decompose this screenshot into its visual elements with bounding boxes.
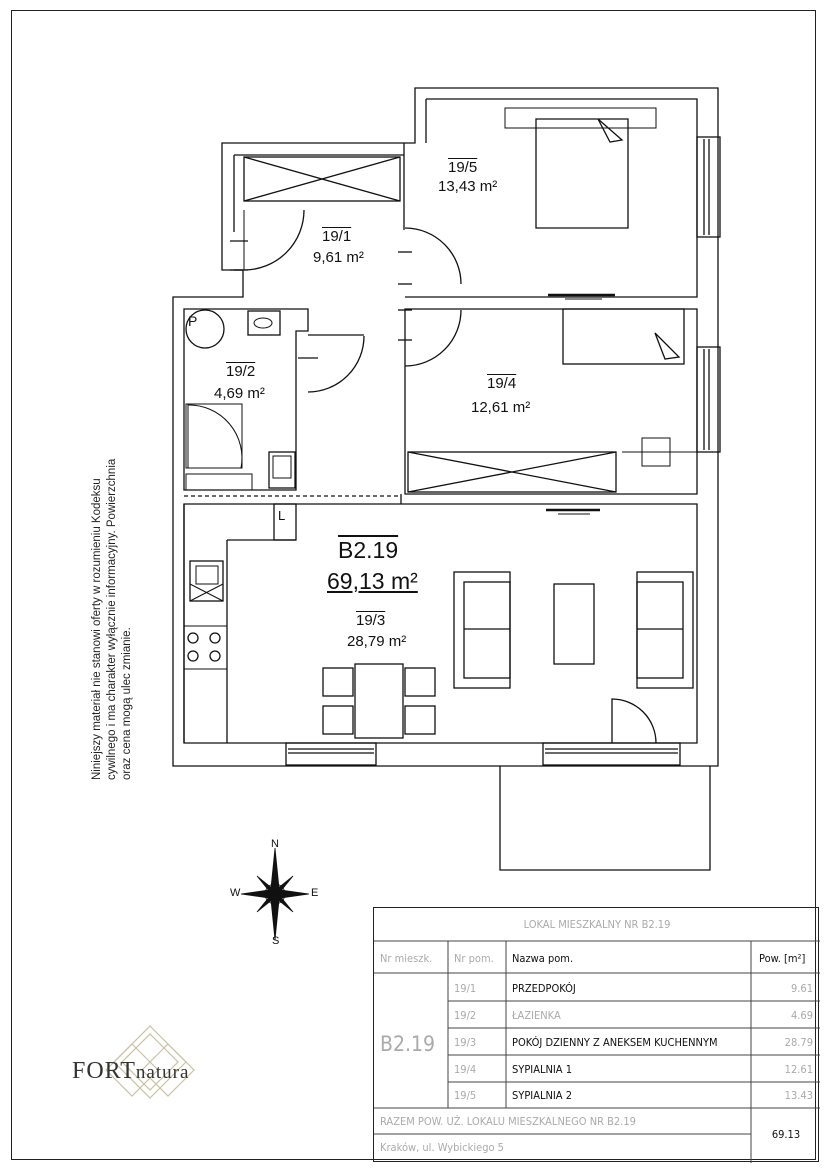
disclaimer-line-3: oraz cena mogą ulec zmianie. — [121, 627, 133, 780]
row-2-name: ŁAZIENKA — [512, 1009, 561, 1022]
logo-text — [72, 1058, 189, 1085]
row-1-name: PRZEDPOKÓJ — [512, 982, 576, 995]
table-title: LOKAL MIESZKALNY NR B2.19 — [523, 918, 671, 931]
row-4-area: 12.61 — [784, 1063, 813, 1076]
row-4-name: SYPIALNIA 1 — [512, 1063, 573, 1076]
fridge-label: L — [278, 508, 286, 523]
row-5-nr: 19/5 — [454, 1089, 477, 1102]
boiler-label: P — [188, 313, 198, 329]
unit-total-area: 69,13 m² — [327, 568, 418, 594]
row-4-nr: 19/4 — [454, 1063, 477, 1076]
col-header-unit: Nr mieszk. — [380, 952, 433, 965]
unit-code-label: B2.19 — [338, 537, 399, 563]
logo-fort: FORT — [72, 1058, 136, 1084]
disclaimer — [90, 395, 135, 780]
unit-info-table — [373, 907, 819, 1162]
room-19-5-area: 13,43 m² — [438, 178, 498, 195]
col-header-room: Nr pom. — [454, 952, 494, 965]
row-1-area: 9.61 — [790, 982, 813, 995]
table-unit-code: B2.19 — [380, 1032, 436, 1056]
row-3-name: POKÓJ DZIENNY Z ANEKSEM KUCHENNYM — [512, 1036, 718, 1049]
address: Kraków, ul. Wybickiego 5 — [380, 1141, 504, 1154]
compass-west: W — [230, 887, 241, 899]
room-19-1-id: 19/1 — [322, 228, 352, 245]
row-3-nr: 19/3 — [454, 1036, 477, 1049]
total-value: 69.13 — [771, 1128, 801, 1141]
row-5-area: 13.43 — [784, 1089, 813, 1102]
room-19-4-area: 12,61 m² — [471, 399, 531, 416]
disclaimer-line-2: cywilnego i ma charakter wyłącznie informacyjny. Powierzchnia — [106, 458, 118, 780]
total-label: RAZEM POW. UŻ. LOKALU MIESZKALNEGO NR B2.19 — [380, 1115, 636, 1128]
compass-north: N — [271, 838, 279, 850]
room-19-2-id: 19/2 — [226, 363, 256, 380]
room-19-3-area: 28,79 m² — [347, 633, 407, 650]
compass-south: S — [272, 935, 280, 947]
col-header-area: Pow. [m²] — [759, 952, 806, 965]
row-2-nr: 19/2 — [454, 1009, 477, 1022]
room-19-2-area: 4,69 m² — [214, 385, 265, 402]
room-19-1-area: 9,61 m² — [313, 249, 364, 266]
compass-rose — [241, 848, 309, 940]
logo-natura: natura — [135, 1062, 190, 1083]
row-2-area: 4.69 — [790, 1009, 813, 1022]
room-19-4-id: 19/4 — [487, 375, 517, 392]
compass-east: E — [311, 887, 319, 899]
room-19-5-id: 19/5 — [448, 159, 478, 176]
row-5-name: SYPIALNIA 2 — [512, 1089, 573, 1102]
disclaimer-line-1: Niniejszy materiał nie stanowi oferty w rozumieniu Kodeksu — [91, 478, 103, 780]
row-1-nr: 19/1 — [454, 982, 477, 995]
room-19-3-id: 19/3 — [356, 612, 386, 629]
col-header-name: Nazwa pom. — [512, 952, 574, 965]
row-3-area: 28.79 — [784, 1036, 813, 1049]
